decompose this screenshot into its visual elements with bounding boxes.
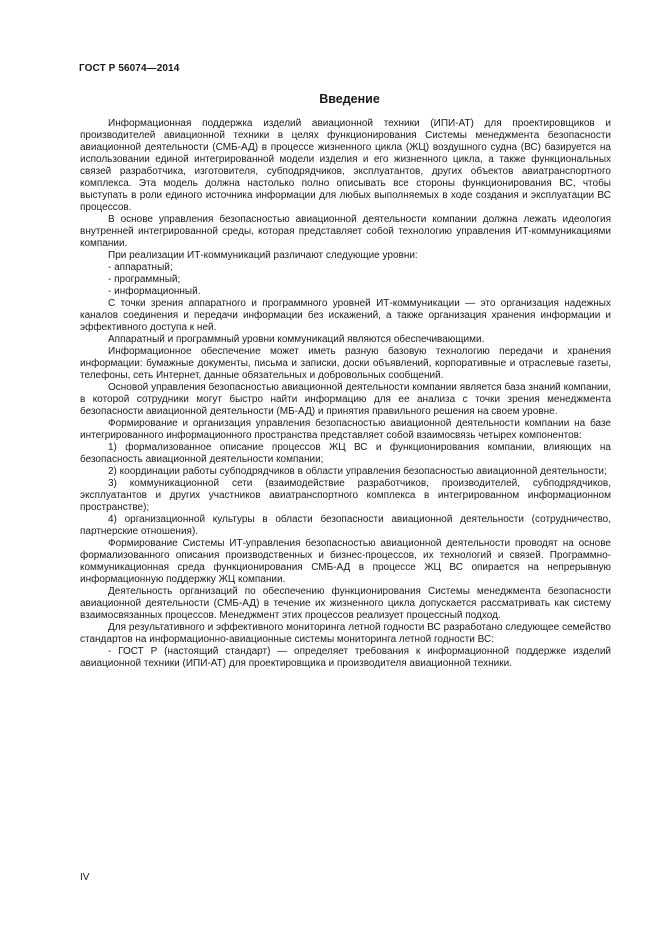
paragraph: Формирование Системы ИТ-управления безопасностью авиационной деятельности проводят на основе формализованного описания производственных и бизнес-процессов, их технологий и связей. Программно-коммуникационная среда функционирования СМБ-АД в процессе ЖЦ ВС опирается на непрерывную информационную поддержку ЖЦ компании.: [80, 538, 611, 585]
list-item: - информационный.: [108, 286, 201, 297]
numbered-item: 2) координации работы субподрядчиков в области управления безопасностью авиационной деятельности;: [108, 466, 607, 477]
numbered-item: 4) организационной культуры в области безопасности авиационной деятельности (сотрудничество, партнерские отношения).: [80, 514, 611, 537]
paragraph: В основе управления безопасностью авиационной деятельности компании должна лежать идеология внутренней интегрированной среды, которая представляет собой технологию управления ИТ-коммуникациями компании.: [80, 214, 611, 249]
paragraph: Формирование и организация управления безопасностью авиационной деятельности компании на базе интегрированного информационного пространства представляет собой взаимосвязь четырех компонентов:: [80, 418, 611, 441]
section-title: Введение: [319, 92, 380, 106]
numbered-item: 1) формализованное описание процессов ЖЦ ВС и функционирования компании, влияющих на безопасность авиационной деятельности компании;: [80, 442, 611, 465]
paragraph: Основой управления безопасностью авиационной деятельности компании является база знаний компании, в которой сотрудники могут быстро найти информацию для ее анализа с точки зрения менеджмента безопасности авиационной деятельности (МБ-АД) и принятия правильного решения на своем уровне.: [80, 382, 611, 417]
paragraph: При реализации ИТ-коммуникаций различают следующие уровни:: [108, 250, 418, 261]
body-text: [80, 118, 611, 670]
document-header: ГОСТ Р 56074—2014: [79, 63, 180, 74]
paragraph: Деятельность организаций по обеспечению функционирования Системы менеджмента безопасности авиационной деятельности (СМБ-АД) в течение их жизненного цикла допускается рассматривать как систему взаимосвязанных процессов. Менеджмент этих процессов реализует процессный подход.: [80, 586, 611, 621]
page-number: IV: [80, 872, 90, 883]
paragraph: Информационное обеспечение может иметь разную базовую технологию передачи и хранения информации: бумажные документы, письма и записки, доски объявлений, корпоративные и отраслевые газеты, телефоны, сеть Интернет, данные обязательных и добровольных сообщений.: [80, 346, 611, 381]
paragraph: Информационная поддержка изделий авиационной техники (ИПИ-АТ) для проектировщиков и производителей авиационной техники в целях функционирования Системы менеджмента безопасности авиационной деятельности (СМБ-АД) в процессе жизненного цикла (ЖЦ) воздушного судна (ВС) базируется на использовании единой интегрированной модели изделия и его жизненного цикла, а также функциональных связей разработчика, изготовителя, субподрядчиков, эксплуатантов, других объектов авиатранспортного комплекса. Эта модель должна настолько полно описывать все стороны функционирования ВС, чтобы выступать в роли единого источника информации для любых выполняемых в ходе создания и эксплуатации ВС процессов.: [80, 118, 611, 213]
paragraph: Для результативного и эффективного мониторинга летной годности ВС разработано следующее семейство стандартов на информационно-авиационные системы мониторинга летной годности ВС:: [80, 622, 611, 645]
list-item: - программный;: [108, 274, 181, 285]
list-item: - аппаратный;: [108, 262, 173, 273]
paragraph: Аппаратный и программный уровни коммуникаций являются обеспечивающими.: [108, 334, 485, 345]
paragraph: - ГОСТ Р (настоящий стандарт) — определяет требования к информационной поддержке изделий авиационной техники (ИПИ-АТ) для проектировщика и производителя авиационной техники.: [80, 646, 611, 669]
numbered-item: 3) коммуникационной сети (взаимодействие разработчиков, производителей, субподрядчиков, эксплуатантов и других участников авиатранспортного комплекса в интегрированном информационном пространстве);: [80, 478, 611, 513]
paragraph: С точки зрения аппаратного и программного уровней ИТ-коммуникации — это организация надежных каналов соединения и передачи информации без искажений, а также организация хранения информации и эффективного доступа к ней.: [80, 298, 611, 333]
